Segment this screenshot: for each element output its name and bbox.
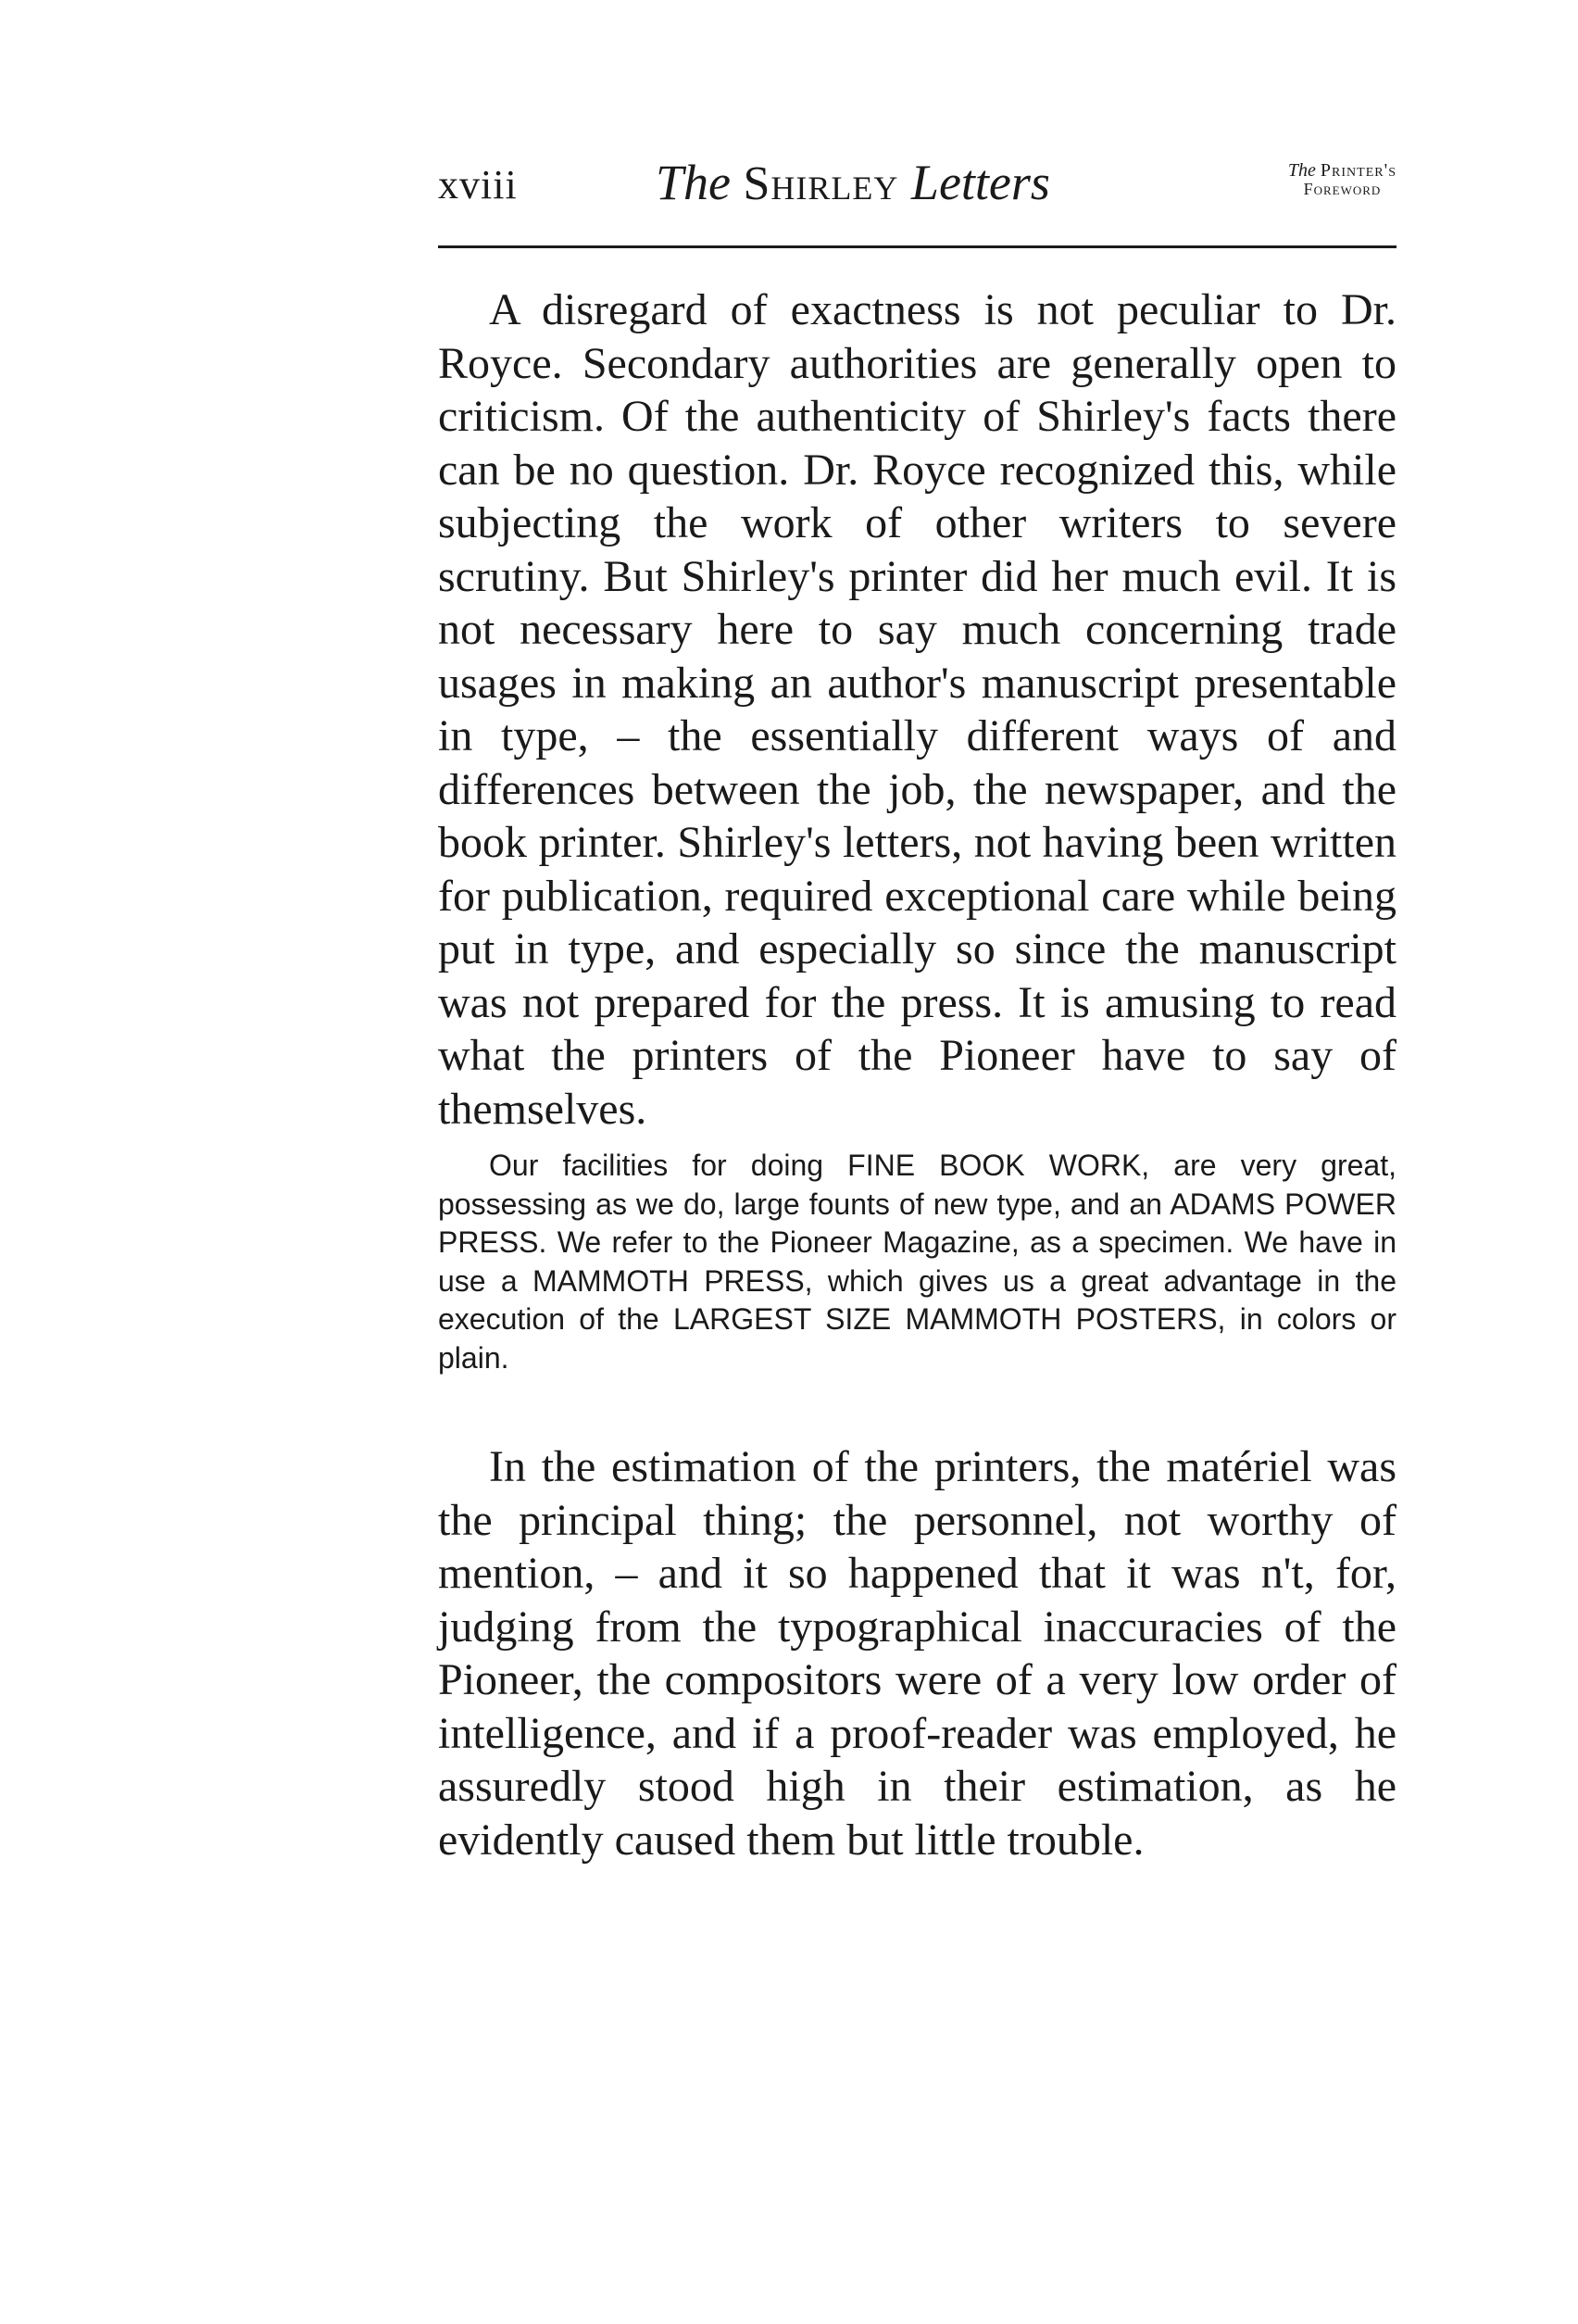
running-title-letters: Letters (910, 155, 1050, 210)
running-title (656, 154, 1050, 211)
header-rule (438, 245, 1396, 248)
page-header (438, 148, 1396, 213)
running-title-the: The (656, 155, 731, 210)
running-title-shirley: Shirley (743, 157, 899, 210)
body-paragraph-2: In the estimation of the printers, the matériel was the principal thing; the personnel, not worthy of mention, – and it so happened that it was n't, for, judging from the typographical inaccuracies of the Pioneer, the compositors were of a very low order of intelligence, and if a proof-reader was employed, he assuredly stood high in their estimation, as he evidently caused them but little trouble. (438, 1442, 1396, 1865)
section-label-foreword: Foreword (1303, 180, 1382, 198)
printers-advertisement-quote: Our facilities for doing FINE BOOK WORK, are very great, possessing as we do, large founts of new type, and an ADAMS POWER PRESS. We refer to the Pioneer Magazine, as a specimen. We have in use a MAMMOTH PRESS, which gives us a great advantage in the execution of the LARGEST SIZE MAMMOTH POSTERS, in colors or plain. (438, 1149, 1396, 1375)
body-paragraph-1: A disregard of exactness is not peculiar to Dr. Royce. Secondary authorities are generally open to criticism. Of the authenticity of Shirley's facts there can be no question. Dr. Royce recognized this, while subjecting the work of other writers to severe scrutiny. But Shirley's printer did her much evil. It is not necessary here to say much concerning trade usages in making an author's manuscript presentable in type, – the essentially different ways of and differences between the job, the newspaper, and the book printer. Shirley's letters, not having been written for publication, required exceptional care while being put in type, and especially so since the manuscript was not prepared for the press. It is amusing to read what the printers of the Pioneer have to say of themselves. (438, 285, 1396, 1134)
section-label-line1 (1288, 161, 1396, 180)
section-label-the: The (1287, 160, 1316, 181)
page-number: xviii (438, 162, 518, 207)
section-label-printers: Printer's (1320, 160, 1396, 181)
section-label (1288, 161, 1396, 198)
